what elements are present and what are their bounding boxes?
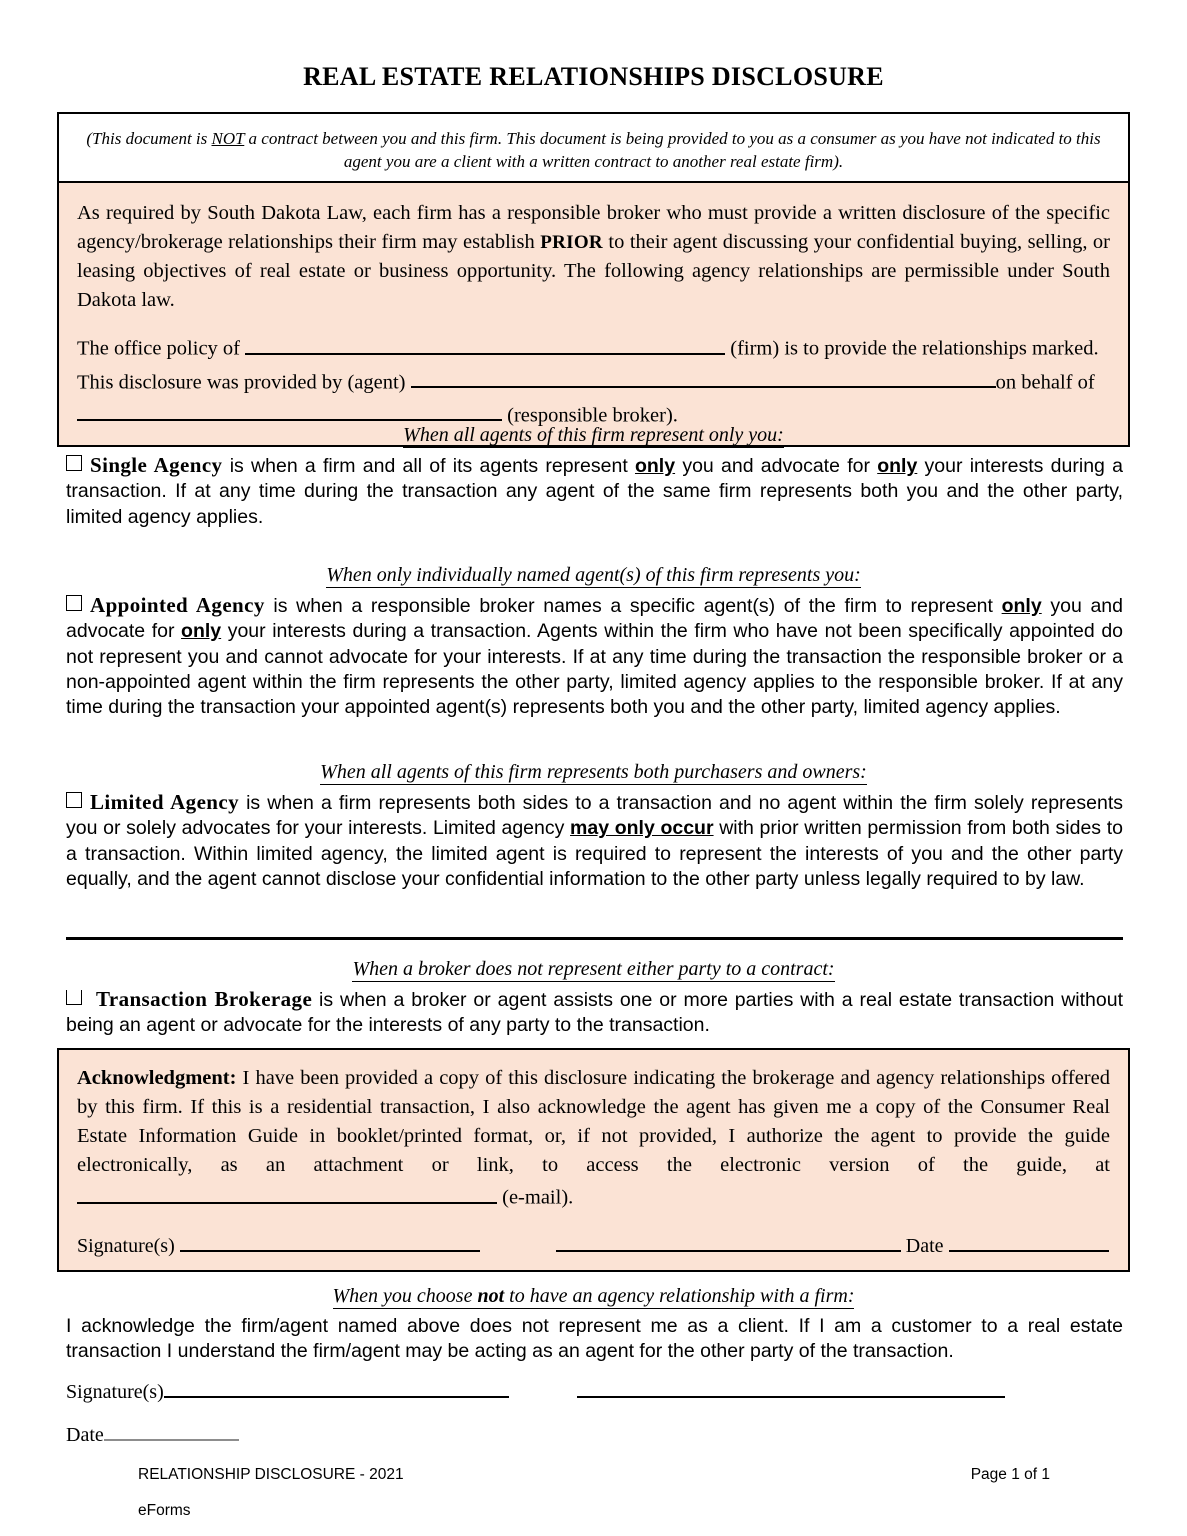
firm-name-input[interactable] [245, 331, 725, 355]
footer [138, 1466, 1050, 1484]
notice-text [77, 128, 1110, 174]
intro-part2: to their agent discussing your confidential buying, selling, or leasing objectives of real estate or business opportunity. The following agency relationships are permissible under South Dakota law. [77, 231, 1110, 312]
no-agency-date-input[interactable] [104, 1418, 239, 1441]
no-agency-date-row [66, 1418, 239, 1447]
section-body-single-agency [66, 452, 1123, 530]
acknowledgment-date-label: Date [905, 1235, 944, 1258]
term-appointed-agency: Appointed Agency [90, 593, 265, 617]
checkbox-transaction-brokerage[interactable] [66, 990, 82, 1005]
checkbox-single-agency[interactable] [66, 455, 82, 471]
footer-page-number: Page 1 of 1 [970, 1466, 1050, 1483]
notice-box [57, 112, 1130, 188]
responsible-broker-input[interactable] [77, 398, 502, 422]
checkbox-appointed-agency[interactable] [66, 595, 82, 611]
section-body-limited-agency [66, 789, 1123, 892]
acknowledgment-signature-input-1[interactable] [180, 1229, 480, 1252]
acknowledgment-signature-row [77, 1229, 1110, 1258]
notice-emphasis-not: NOT [211, 129, 245, 148]
limited-agency-text-b: with prior written permission from both sides to a transaction. Within limited agency, the limited agent is required to represent the interests of you and the other party equally, and the agent cannot disclose your confidential information to the other party unless legally required to by law. [66, 817, 1123, 891]
page-title: REAL ESTATE RELATIONSHIPS DISCLOSURE [303, 62, 884, 91]
notice-text-part2: a contract between you and this firm. This document is being provided to you as a consumer as you have not indicated to this agent you are a client with a written contract to another real estate firm). [244, 129, 1101, 171]
policy-on-label: on [995, 371, 1017, 394]
no-agency-heading-bold: not [477, 1285, 505, 1307]
acknowledgment-email-input[interactable] [77, 1180, 497, 1204]
acknowledgment-paragraph [77, 1064, 1110, 1213]
acknowledgment-signature-label: Signature(s) [77, 1235, 175, 1258]
section-heading-no-agency-text [333, 1285, 855, 1309]
section-heading-appointed-agency [0, 564, 1187, 587]
section-body-no-agency: I acknowledge the firm/agent named above does not represent me as a client. If I am a customer to a real estate transaction I understand the firm/agent may be acting as an agent for the other party of the transaction. [66, 1315, 1123, 1363]
intro-prior-emphasis: PRIOR [540, 232, 603, 254]
term-single-agency: Single Agency [90, 453, 223, 477]
section-divider [66, 937, 1123, 940]
appointed-agency-text-c: your interests during a transaction. Agents within the firm who have not been specifically appointed do not represent you and cannot advocate for your interests. If at any time during the transaction the responsible broker or a non-appointed agent within the firm represents the other party, limited agency applies to the responsible broker. If at any time during the transaction your appointed agent(s) represents both you and the other party, limited agency applies. [66, 620, 1124, 719]
policy-broker-label: (responsible broker). [507, 404, 678, 427]
no-agency-signature-input-2[interactable] [577, 1375, 1005, 1398]
section-heading-limited-agency [0, 761, 1187, 784]
term-transaction-brokerage: Transaction Brokerage [96, 987, 313, 1011]
acknowledgment-label: Acknowledgment: [77, 1067, 237, 1089]
intro-paragraph [77, 199, 1110, 315]
footer-form-name: RELATIONSHIP DISCLOSURE - 2021 [138, 1466, 404, 1483]
single-agency-text-c: your interests during a transaction. If at any time during the transaction any agent of the same firm represents both you and the other party, limited agency applies. [66, 455, 1123, 528]
policy-firm-label: (firm) is to provide the relationships marked. This disclosure was provided by (agent) [77, 337, 1099, 394]
notice-text-part1: (This document is [86, 129, 212, 148]
section-heading-limited-agency-text: When all agents of this firm represents both purchasers and owners: [320, 761, 867, 783]
appointed-agency-underline-1: only [1001, 595, 1042, 617]
no-agency-signature-row [66, 1375, 1005, 1404]
section-body-transaction-brokerage [66, 986, 1123, 1039]
appointed-agency-text-b: you and advocate for [66, 595, 1123, 643]
policy-lead-label: The office policy of [77, 337, 240, 360]
acknowledgment-signature-input-2[interactable] [556, 1229, 901, 1252]
section-heading-appointed-agency-text: When only individually named agent(s) of this firm represents you: [326, 564, 861, 586]
policy-behalf-label: behalf of [1021, 371, 1095, 394]
intro-part1: As required by South Dakota Law, each firm has a responsible broker who must provide a written disclosure of the specific agency/brokerage relationships their firm may establish [77, 202, 1110, 254]
no-agency-date-label: Date [66, 1424, 104, 1446]
section-heading-single-agency [0, 424, 1187, 447]
appointed-agency-text-a: is when a responsible broker names a specific agent(s) of the firm to represent [264, 595, 1002, 617]
no-agency-signature-label: Signature(s) [66, 1381, 164, 1403]
section-heading-single-agency-text: When all agents of this firm represent only you: [403, 424, 784, 446]
section-heading-transaction-brokerage-text: When a broker does not represent either party to a contract: [352, 958, 835, 980]
single-agency-text-b: you and advocate for [675, 455, 878, 477]
section-heading-transaction-brokerage [0, 958, 1187, 981]
intro-box [57, 181, 1130, 447]
single-agency-underline-1: only [634, 455, 676, 477]
agent-name-input[interactable] [411, 365, 996, 389]
acknowledgment-box [57, 1048, 1130, 1272]
acknowledgment-email-label: (e-mail). [502, 1186, 574, 1209]
transaction-brokerage-text-a: is when a broker or agent assists one or more parties with a real estate transaction without being an agent or advocate for the interests of any party to the transaction. [66, 989, 1123, 1037]
office-policy-block [77, 331, 1110, 431]
checkbox-limited-agency[interactable] [66, 792, 82, 808]
footer-brand: eForms [138, 1502, 191, 1519]
no-agency-heading-pre: When you choose [332, 1285, 478, 1307]
limited-agency-text-a: is when a firm represents both sides to a transaction and no agent within the firm solely represents you or solely advocates for your interests. Limited agency [66, 792, 1124, 840]
single-agency-text-a: is when a firm and all of its agents represent [222, 455, 635, 477]
appointed-agency-underline-2: only [181, 620, 222, 643]
no-agency-signature-input-1[interactable] [164, 1375, 509, 1398]
term-limited-agency: Limited Agency [90, 790, 240, 814]
acknowledgment-date-input[interactable] [949, 1229, 1109, 1252]
no-agency-heading-post: to have an agency relationship with a firm: [504, 1285, 855, 1307]
single-agency-underline-2: only [877, 455, 918, 477]
limited-agency-underline-1: may only occur [570, 817, 714, 840]
acknowledgment-text: I have been provided a copy of this disclosure indicating the brokerage and agency relationships offered by this firm. If this is a residential transaction, I also acknowledge the agent has given me a copy of the Consumer Real Estate Information Guide in booklet/printed format, or, if not provided, I authorize the agent to provide the guide electronically, as an attachment or link, to access the electronic version of the guide, at [77, 1067, 1110, 1177]
section-body-appointed-agency [66, 592, 1123, 721]
section-heading-no-agency [0, 1285, 1187, 1308]
